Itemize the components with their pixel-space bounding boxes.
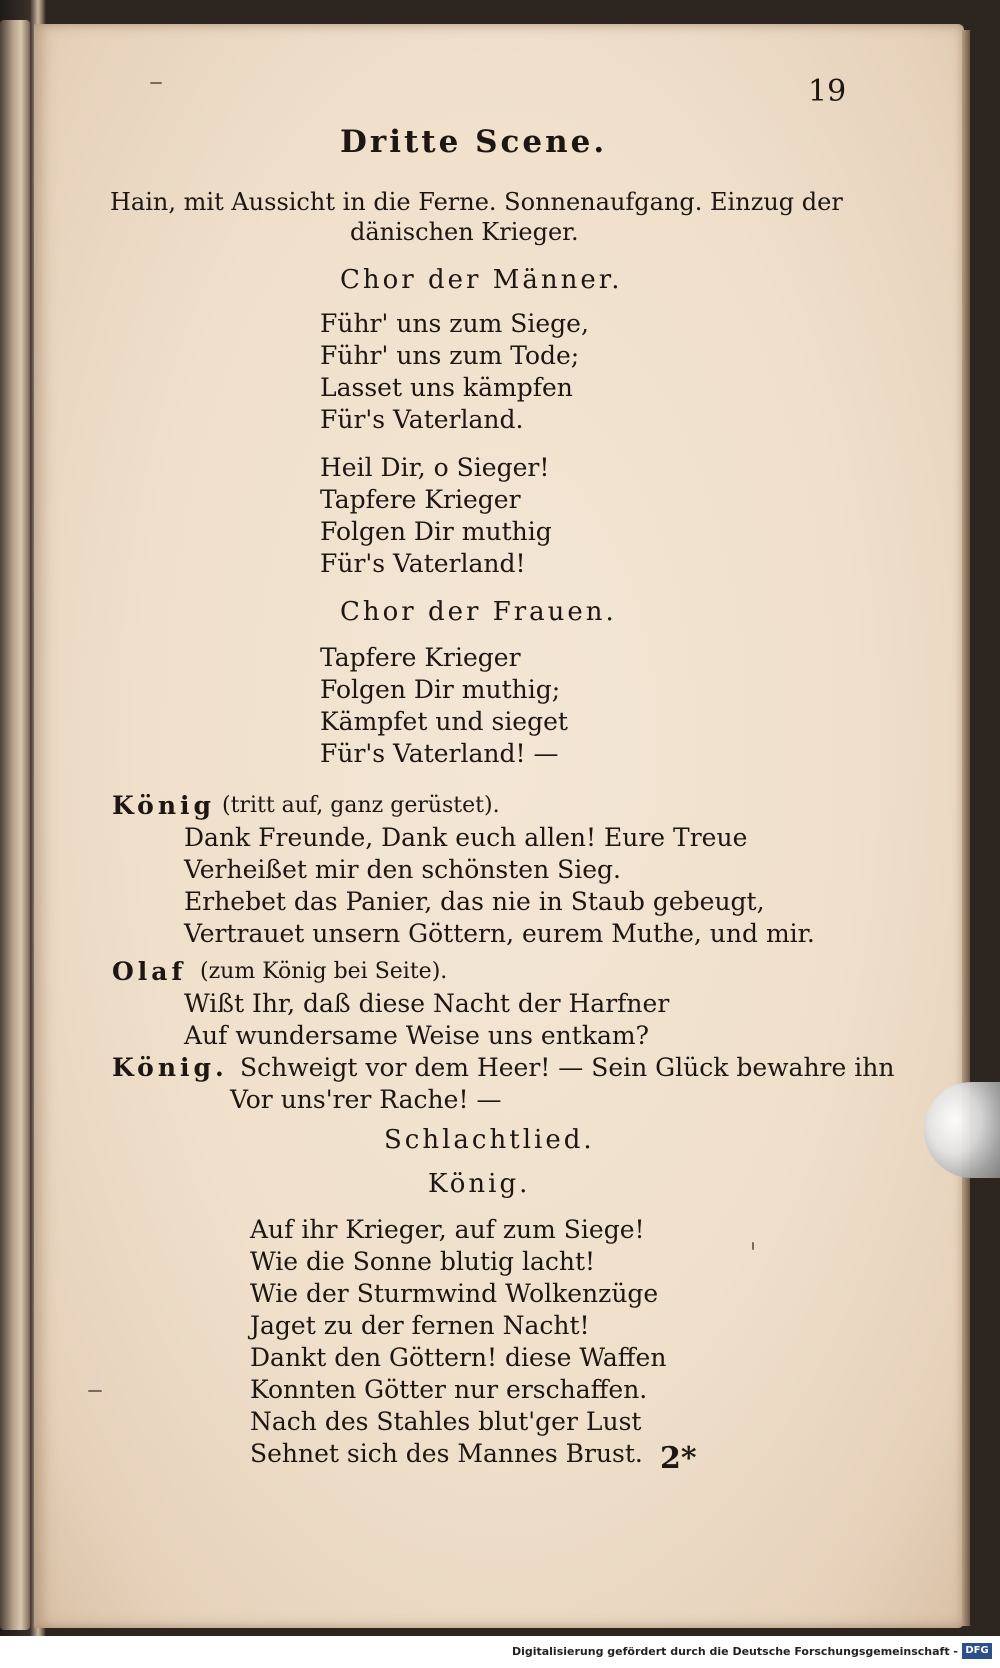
song-line: Wie der Sturmwind Wolkenzüge: [250, 1279, 659, 1308]
ink-speck: [752, 1242, 754, 1250]
chorus-women-heading: Chor der Frauen.: [340, 597, 617, 627]
speaker-name: Olaf: [112, 957, 187, 986]
dialogue-line: Wißt Ihr, daß diese Nacht der Harfner: [184, 989, 670, 1018]
page-edge-right: [962, 30, 970, 1626]
footer-credit: Digitalisierung gefördert durch die Deutsche Forschungsgemeinschaft -: [511, 1645, 958, 1658]
previous-page-edge: [0, 20, 30, 1630]
song-line: Jaget zu der fernen Nacht!: [250, 1311, 590, 1340]
chorus-men-heading: Chor der Männer.: [340, 265, 623, 295]
verse-line: Für's Vaterland! —: [320, 739, 559, 768]
verse-line: Folgen Dir muthig;: [320, 675, 561, 704]
dialogue-line: Vor uns'rer Rache! —: [230, 1085, 502, 1114]
verse-line: Führ' uns zum Tode;: [320, 341, 580, 370]
signature-mark: 2*: [660, 1441, 697, 1476]
dialogue-line: Erhebet das Panier, das nie in Staub gebeugt,: [184, 887, 765, 916]
song-line: Auf ihr Krieger, auf zum Siege!: [250, 1215, 645, 1244]
verse-line: Heil Dir, o Sieger!: [320, 453, 550, 482]
page-number: 19: [808, 74, 847, 109]
song-line: Nach des Stahles blut'ger Lust: [250, 1407, 642, 1436]
song-title: Schlachtlied.: [384, 1125, 595, 1155]
stage-direction: (zum König bei Seite).: [200, 959, 448, 984]
dialogue-line: Schweigt vor dem Heer! — Sein Glück bewahre ihn: [240, 1053, 895, 1082]
song-line: Sehnet sich des Mannes Brust.: [250, 1439, 643, 1468]
verse-line: Für's Vaterland!: [320, 549, 526, 578]
dialogue-line: Verheißet mir den schönsten Sieg.: [184, 855, 621, 884]
stage-direction: (tritt auf, ganz gerüstet).: [222, 793, 500, 818]
dfg-logo: DFG: [962, 1643, 992, 1659]
scene-title: Dritte Scene.: [340, 124, 608, 160]
dialogue-line: Auf wundersame Weise uns entkam?: [184, 1021, 649, 1050]
footer-bar: [0, 1636, 1000, 1668]
ink-speck: [150, 82, 162, 84]
verse-line: Tapfere Krieger: [320, 643, 521, 672]
ink-speck: [88, 1390, 102, 1392]
song-line: Konnten Götter nur erschaffen.: [250, 1375, 648, 1404]
dialogue-line: Dank Freunde, Dank euch allen! Eure Treue: [184, 823, 748, 852]
verse-line: Für's Vaterland.: [320, 405, 524, 434]
verse-line: Folgen Dir muthig: [320, 517, 552, 546]
verse-line: Kämpfet und sieget: [320, 707, 568, 736]
verse-line: Führ' uns zum Siege,: [320, 309, 589, 338]
speaker-name: König.: [112, 1053, 228, 1082]
song-singer: König.: [428, 1169, 531, 1199]
verse-line: Tapfere Krieger: [320, 485, 521, 514]
verse-line: Lasset uns kämpfen: [320, 373, 573, 402]
song-line: Dankt den Göttern! diese Waffen: [250, 1343, 667, 1372]
speaker-name: König: [112, 791, 216, 820]
stage-direction: Hain, mit Aussicht in die Ferne. Sonnenaufgang. Einzug der: [110, 188, 843, 216]
song-line: Wie die Sonne blutig lacht!: [250, 1247, 596, 1276]
stage-direction-continued: dänischen Krieger.: [350, 218, 579, 246]
dialogue-line: Vertrauet unsern Göttern, eurem Muthe, und mir.: [184, 919, 815, 948]
